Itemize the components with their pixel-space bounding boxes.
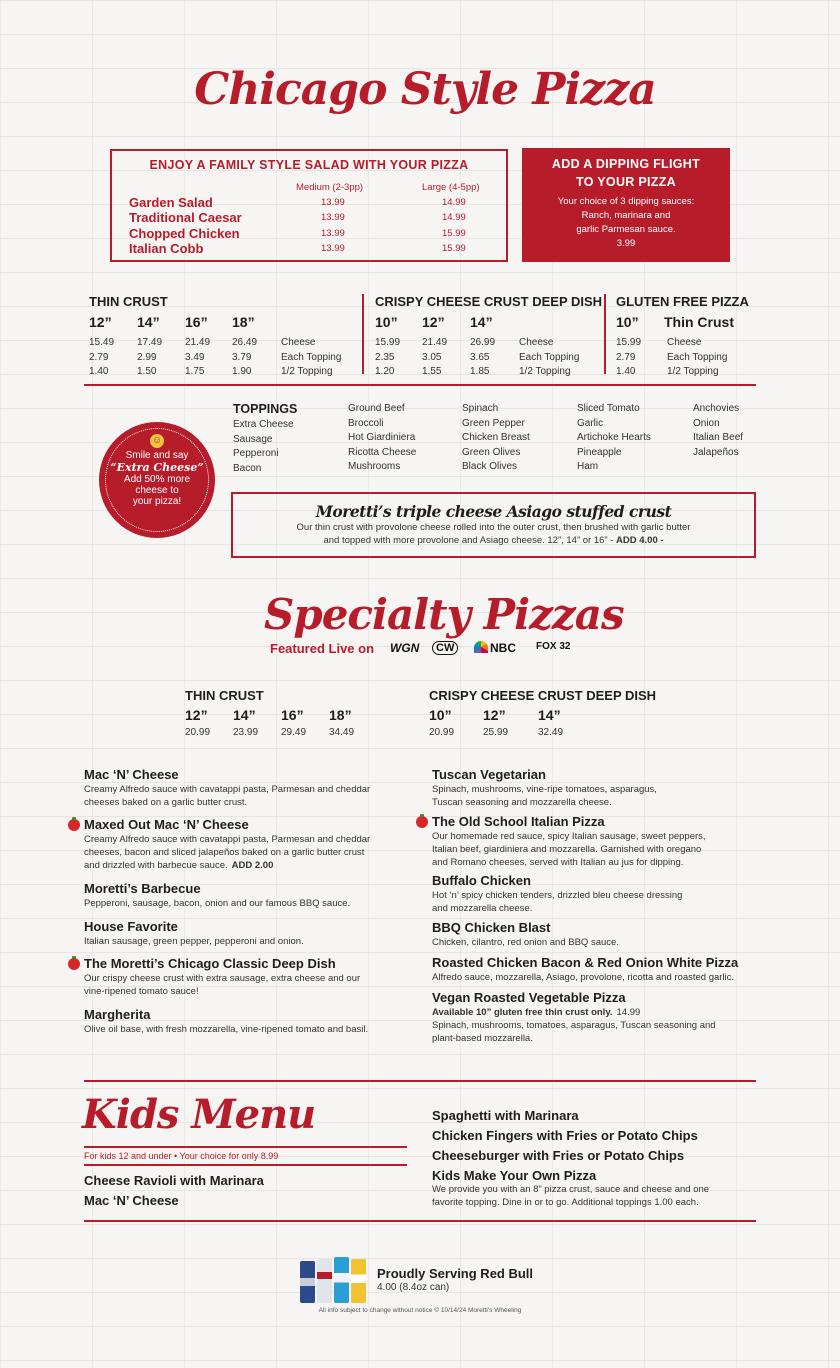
pizza-desc: cheeses, bacon and sliced jalapeños baked on a garlic butter crust bbox=[84, 847, 365, 858]
thin-row-label: Cheese bbox=[281, 337, 316, 348]
pizza-desc-line bbox=[432, 936, 619, 949]
kids-item: Kids Make Your Own Pizza bbox=[432, 1168, 597, 1183]
pizza-name: Mac ‘N’ Cheese bbox=[84, 767, 179, 782]
pizza-desc: Spinach, mushrooms, vine-ripe tomatoes, asparagus, bbox=[432, 784, 657, 795]
badge-line-3: Add 50% more bbox=[123, 474, 191, 485]
pizza-desc: Italian sausage, green pepper, pepperoni and onion. bbox=[84, 936, 304, 947]
pizza-name: The Moretti’s Chicago Classic Deep Dish bbox=[84, 956, 336, 971]
pizza-desc-line bbox=[84, 985, 199, 998]
tomato-icon bbox=[68, 819, 80, 831]
gf-row-label: Cheese bbox=[667, 337, 702, 348]
thin-crust-header: THIN CRUST bbox=[89, 294, 168, 309]
kids-item: Chicken Fingers with Fries or Potato Chips bbox=[432, 1128, 698, 1143]
pizza-desc-line bbox=[432, 783, 657, 796]
divider-kids-note bbox=[84, 1164, 407, 1166]
tomato-icon bbox=[416, 816, 428, 828]
pizza-desc-line bbox=[432, 1019, 716, 1032]
gf-size-label: Thin Crust bbox=[664, 314, 734, 330]
deep-price: 3.65 bbox=[470, 351, 490, 363]
topping-item: Hot Giardiniera bbox=[348, 432, 416, 444]
deep-row-label: Cheese bbox=[519, 337, 554, 348]
smile-icon: ☺ bbox=[151, 435, 163, 446]
topping-item: Onion bbox=[693, 417, 720, 429]
thin-price: 17.49 bbox=[137, 337, 163, 348]
pizza-desc-line bbox=[432, 830, 706, 843]
specialty-deep-price: 20.99 bbox=[429, 727, 455, 738]
deep-size: 14” bbox=[470, 314, 493, 330]
topping-item: Spinach bbox=[462, 403, 499, 414]
topping-item: Chicken Breast bbox=[462, 432, 530, 444]
thin-row-label: 1/2 Topping bbox=[281, 366, 333, 377]
deep-price: 21.49 bbox=[422, 337, 448, 348]
divider-deep-gf bbox=[604, 294, 606, 374]
pizza-desc-line bbox=[432, 889, 682, 902]
salad-large-price: 14.99 bbox=[442, 197, 466, 208]
pizza-desc-line bbox=[84, 935, 304, 948]
gf-row-label: 1/2 Topping bbox=[667, 366, 719, 377]
stuffed-crust-desc-1: Our thin crust with provolone cheese rolled into the outer crust, then brushed with garlic butter bbox=[296, 522, 691, 533]
badge-line-5: your pizza! bbox=[132, 496, 182, 507]
thin-price: 2.99 bbox=[137, 351, 157, 363]
pizza-desc: Chicken, cilantro, red onion and BBQ sauce. bbox=[432, 937, 619, 948]
specialty-deep-size: 10” bbox=[429, 707, 452, 723]
specialty-thin-size: 12” bbox=[185, 707, 208, 723]
topping-item: Green Olives bbox=[462, 446, 521, 458]
pizza-desc: and mozzarella cheese. bbox=[432, 903, 533, 914]
thin-price: 1.40 bbox=[89, 366, 109, 377]
kids-myo-desc-1: We provide you with an 8” pizza crust, sauce and cheese and one bbox=[432, 1184, 710, 1195]
fox-logo: FOX 32 bbox=[536, 641, 571, 652]
nbc-peacock-icon bbox=[474, 641, 488, 653]
salad-medium-price: 13.99 bbox=[321, 197, 345, 208]
dipping-title-1: ADD A DIPPING FLIGHT bbox=[551, 157, 701, 171]
salad-medium-price: 13.99 bbox=[321, 227, 345, 239]
pizza-desc: Tuscan seasoning and mozzarella cheese. bbox=[432, 797, 612, 808]
pizza-desc: Our crispy cheese crust with extra sausage, extra cheese and our bbox=[84, 973, 361, 984]
pizza-gf-note: Available 10” gluten free thin crust only. bbox=[432, 1007, 613, 1018]
specialty-deep-header: CRISPY CHEESE CRUST DEEP DISH bbox=[429, 688, 657, 703]
topping-item: Artichoke Hearts bbox=[577, 432, 651, 444]
page-title: Chicago Style Pizza bbox=[194, 64, 656, 115]
kids-title: Kids Menu bbox=[82, 1091, 316, 1138]
kids-item: Mac ‘N’ Cheese bbox=[84, 1193, 179, 1208]
stuffed-crust-add: ADD 4.00 - bbox=[616, 535, 664, 546]
specialty-thin-price: 29.49 bbox=[281, 727, 307, 738]
specialty-thin-header: THIN CRUST bbox=[185, 688, 264, 703]
specialty-thin-size: 14” bbox=[233, 707, 256, 723]
pizza-desc: Pepperoni, sausage, bacon, onion and our famous BBQ sauce. bbox=[84, 898, 351, 909]
wgn-logo: WGN bbox=[390, 641, 420, 655]
topping-item: Ricotta Cheese bbox=[348, 446, 417, 458]
thin-price: 21.49 bbox=[185, 337, 211, 348]
pizza-name: Tuscan Vegetarian bbox=[432, 767, 546, 782]
pizza-desc-line bbox=[432, 1032, 533, 1045]
salad-medium-price: 13.99 bbox=[321, 242, 345, 254]
pizza-desc: Alfredo sauce, mozzarella, Asiago, provolone, ricotta and roasted garlic. bbox=[432, 972, 735, 983]
badge-line-1: Smile and say bbox=[125, 450, 189, 461]
topping-item: Garlic bbox=[577, 417, 604, 429]
dipping-price: 3.99 bbox=[616, 238, 636, 249]
pizza-desc: Hot ‘n’ spicy chicken tenders, drizzled bleu cheese dressing bbox=[432, 890, 683, 901]
pizza-desc-line bbox=[432, 843, 701, 856]
pizza-desc-line bbox=[84, 1023, 368, 1036]
redbull-title: Proudly Serving Red Bull bbox=[377, 1266, 534, 1281]
extra-cheese-badge bbox=[101, 424, 213, 536]
divider-kids-top bbox=[84, 1080, 756, 1082]
specialty-title: Specialty Pizzas bbox=[264, 590, 624, 639]
topping-item: Black Olives bbox=[462, 461, 518, 473]
pizza-desc-line bbox=[84, 846, 364, 859]
stuffed-crust-title: Moretti’s triple cheese Asiago stuffed crust bbox=[315, 502, 672, 521]
pizza-desc: cheeses baked on a garlic butter crust. bbox=[84, 797, 248, 808]
pizza-desc: and drizzled with barbecue sauce. bbox=[84, 860, 228, 871]
deep-price: 3.05 bbox=[422, 351, 442, 363]
pizza-desc-line bbox=[432, 796, 612, 809]
specialty-thin-price: 20.99 bbox=[185, 727, 211, 738]
gf-price: 15.99 bbox=[616, 337, 642, 348]
topping-item: Mushrooms bbox=[348, 461, 401, 473]
thin-size: 16” bbox=[185, 314, 208, 330]
deep-size: 10” bbox=[375, 314, 398, 330]
deep-price: 15.99 bbox=[375, 337, 401, 348]
redbull-cans-icon bbox=[300, 1257, 370, 1303]
featured-live: Featured Live on bbox=[270, 641, 375, 656]
salad-col-large: Large (4-5pp) bbox=[422, 182, 480, 193]
pizza-desc-line bbox=[84, 796, 247, 809]
pizza-desc: and Romano cheeses, served with Italian au jus for dipping. bbox=[432, 857, 684, 868]
deep-price: 1.85 bbox=[470, 366, 490, 377]
gf-row-label: Each Topping bbox=[667, 351, 728, 363]
thin-price: 26.49 bbox=[232, 337, 258, 348]
deep-dish-header: CRISPY CHEESE CRUST DEEP DISH bbox=[375, 294, 603, 309]
dipping-title-2: TO YOUR PIZZA bbox=[576, 175, 676, 189]
tomato-icon bbox=[68, 958, 80, 970]
topping-item: Extra Cheese bbox=[233, 419, 294, 430]
salad-col-medium: Medium (2-3pp) bbox=[296, 182, 364, 193]
specialty-deep-size: 12” bbox=[483, 707, 506, 723]
pizza-desc-line bbox=[84, 783, 370, 796]
badge-line-4: cheese to bbox=[135, 485, 179, 496]
deep-price: 1.20 bbox=[375, 366, 395, 377]
stuffed-crust-desc-2-line bbox=[233, 534, 754, 547]
pizza-name: House Favorite bbox=[84, 919, 178, 934]
topping-item: Pineapple bbox=[577, 446, 622, 458]
specialty-deep-price: 32.49 bbox=[538, 727, 564, 738]
topping-item: Green Pepper bbox=[462, 417, 525, 429]
badge-line-2: “Extra Cheese” bbox=[110, 461, 204, 474]
thin-price: 1.50 bbox=[137, 366, 157, 377]
deep-price: 2.35 bbox=[375, 351, 395, 363]
salad-large-price: 14.99 bbox=[442, 212, 466, 224]
pizza-gf-price: 14.99 bbox=[616, 1007, 641, 1018]
topping-item: Ham bbox=[577, 461, 599, 473]
pizza-desc: vine-ripened tomato sauce! bbox=[84, 986, 199, 997]
pizza-desc-line bbox=[432, 971, 734, 984]
salad-name: Garden Salad bbox=[129, 195, 213, 210]
pizza-desc: Italian beef, giardiniera and mozzarella. Garnished with oregano bbox=[432, 844, 702, 855]
divider-thin-deep bbox=[362, 294, 364, 374]
pizza-name: Maxed Out Mac ‘N’ Cheese bbox=[84, 817, 249, 832]
thin-price: 15.49 bbox=[89, 337, 115, 348]
divider-kids-title bbox=[84, 1146, 407, 1148]
gluten-free-header: GLUTEN FREE PIZZA bbox=[616, 294, 749, 309]
thin-row-label: Each Topping bbox=[281, 351, 342, 363]
kids-note: For kids 12 and under • Your choice for only 8.99 bbox=[84, 1151, 279, 1161]
thin-price: 3.79 bbox=[232, 351, 252, 363]
topping-item: Sliced Tomato bbox=[577, 403, 640, 414]
pizza-name: Moretti’s Barbecue bbox=[84, 881, 201, 896]
kids-item: Cheeseburger with Fries or Potato Chips bbox=[432, 1148, 685, 1163]
topping-item: Broccoli bbox=[348, 417, 384, 429]
salad-large-price: 15.99 bbox=[442, 227, 466, 239]
kids-item: Spaghetti with Marinara bbox=[432, 1108, 579, 1123]
thin-price: 3.49 bbox=[185, 351, 205, 363]
specialty-thin-price: 34.49 bbox=[329, 727, 355, 738]
thin-price: 2.79 bbox=[89, 351, 109, 363]
topping-item: Sausage bbox=[233, 433, 273, 445]
pizza-name: Roasted Chicken Bacon & Red Onion White Pizza bbox=[432, 955, 739, 970]
pizza-desc-line bbox=[432, 902, 532, 915]
thin-size: 12” bbox=[89, 314, 112, 330]
gf-price: 2.79 bbox=[616, 351, 636, 363]
gf-price: 1.40 bbox=[616, 366, 636, 377]
pizza-add-price: ADD 2.00 bbox=[231, 860, 274, 871]
pizza-desc-line bbox=[84, 897, 350, 910]
footer-note: All info subject to change without notice © 10/14/24 Moretti’s Wheeling bbox=[318, 1307, 522, 1314]
salad-box bbox=[110, 149, 508, 262]
pizza-desc: plant-based mozzarella. bbox=[432, 1033, 533, 1044]
pizza-desc-line bbox=[84, 859, 273, 872]
salad-name: Chopped Chicken bbox=[129, 225, 240, 241]
specialty-deep-size: 14” bbox=[538, 707, 561, 723]
pizza-desc: Our homemade red sauce, spicy Italian sausage, sweet peppers, bbox=[432, 831, 706, 842]
deep-price: 1.55 bbox=[422, 366, 442, 377]
pizza-name: Vegan Roasted Vegetable Pizza bbox=[432, 990, 626, 1005]
pizza-name: Margherita bbox=[84, 1007, 151, 1022]
pizza-desc-line bbox=[432, 856, 683, 869]
specialty-thin-size: 16” bbox=[281, 707, 304, 723]
dipping-desc-3: garlic Parmesan sauce. bbox=[576, 224, 676, 235]
deep-price: 26.99 bbox=[470, 337, 496, 348]
specialty-thin-size: 18” bbox=[329, 707, 352, 723]
redbull-price: 4.00 (8.4oz can) bbox=[377, 1282, 450, 1293]
gf-size: 10” bbox=[616, 314, 639, 330]
pizza-name: Buffalo Chicken bbox=[432, 873, 531, 888]
nbc-logo: NBC bbox=[490, 641, 516, 655]
dipping-desc-1: Your choice of 3 dipping sauces: bbox=[557, 196, 695, 207]
topping-item: Jalapeños bbox=[693, 446, 739, 458]
deep-row-label: 1/2 Topping bbox=[519, 366, 571, 377]
dipping-box bbox=[522, 148, 730, 262]
pizza-desc: Spinach, mushrooms, tomatoes, asparagus, Tuscan seasoning and bbox=[432, 1020, 716, 1031]
salad-name: Traditional Caesar bbox=[129, 210, 242, 226]
pizza-desc-line bbox=[84, 972, 360, 985]
salad-medium-price: 13.99 bbox=[321, 212, 345, 224]
stuffed-crust-desc-2: and topped with more provolone and Asiago cheese. 12”, 14” or 16” - bbox=[323, 535, 614, 546]
topping-item: Anchovies bbox=[693, 403, 740, 414]
dipping-desc-2: Ranch, marinara and bbox=[581, 210, 671, 221]
toppings-header: TOPPINGS bbox=[233, 402, 298, 416]
kids-item: Cheese Ravioli with Marinara bbox=[84, 1173, 264, 1188]
pizza-desc-line bbox=[84, 833, 370, 846]
thin-size: 18” bbox=[232, 314, 255, 330]
thin-price: 1.75 bbox=[185, 366, 205, 377]
thin-price: 1.90 bbox=[232, 366, 252, 377]
pizza-name: BBQ Chicken Blast bbox=[432, 920, 551, 935]
topping-item: Italian Beef bbox=[693, 432, 744, 444]
thin-size: 14” bbox=[137, 314, 160, 330]
salad-header: ENJOY A FAMILY STYLE SALAD WITH YOUR PIZZA bbox=[149, 158, 469, 172]
specialty-deep-price: 25.99 bbox=[483, 727, 509, 738]
pizza-gf-line bbox=[432, 1006, 640, 1019]
cw-logo: CW bbox=[432, 641, 458, 655]
topping-item: Ground Beef bbox=[348, 403, 405, 414]
divider-kids-bottom bbox=[84, 1220, 756, 1222]
salad-name: Italian Cobb bbox=[129, 240, 204, 256]
pizza-desc: Olive oil base, with fresh mozzarella, vine-ripened tomato and basil. bbox=[84, 1024, 369, 1035]
deep-row-label: Each Topping bbox=[519, 351, 580, 363]
topping-item: Bacon bbox=[233, 462, 262, 474]
topping-item: Pepperoni bbox=[233, 448, 279, 460]
pizza-desc: Creamy Alfredo sauce with cavatappi pasta, Parmesan and cheddar bbox=[84, 784, 371, 795]
stuffed-crust-box bbox=[231, 492, 756, 558]
pizza-name: The Old School Italian Pizza bbox=[432, 814, 605, 829]
salad-large-price: 15.99 bbox=[442, 242, 466, 254]
kids-myo-desc-2: favorite topping. Dine in or to go. Additional toppings 1.00 each. bbox=[432, 1197, 699, 1208]
pizza-desc: Creamy Alfredo sauce with cavatappi pasta, Parmesan and cheddar bbox=[84, 834, 371, 845]
specialty-thin-price: 23.99 bbox=[233, 727, 259, 738]
deep-size: 12” bbox=[422, 314, 445, 330]
divider-prices bbox=[84, 384, 756, 386]
